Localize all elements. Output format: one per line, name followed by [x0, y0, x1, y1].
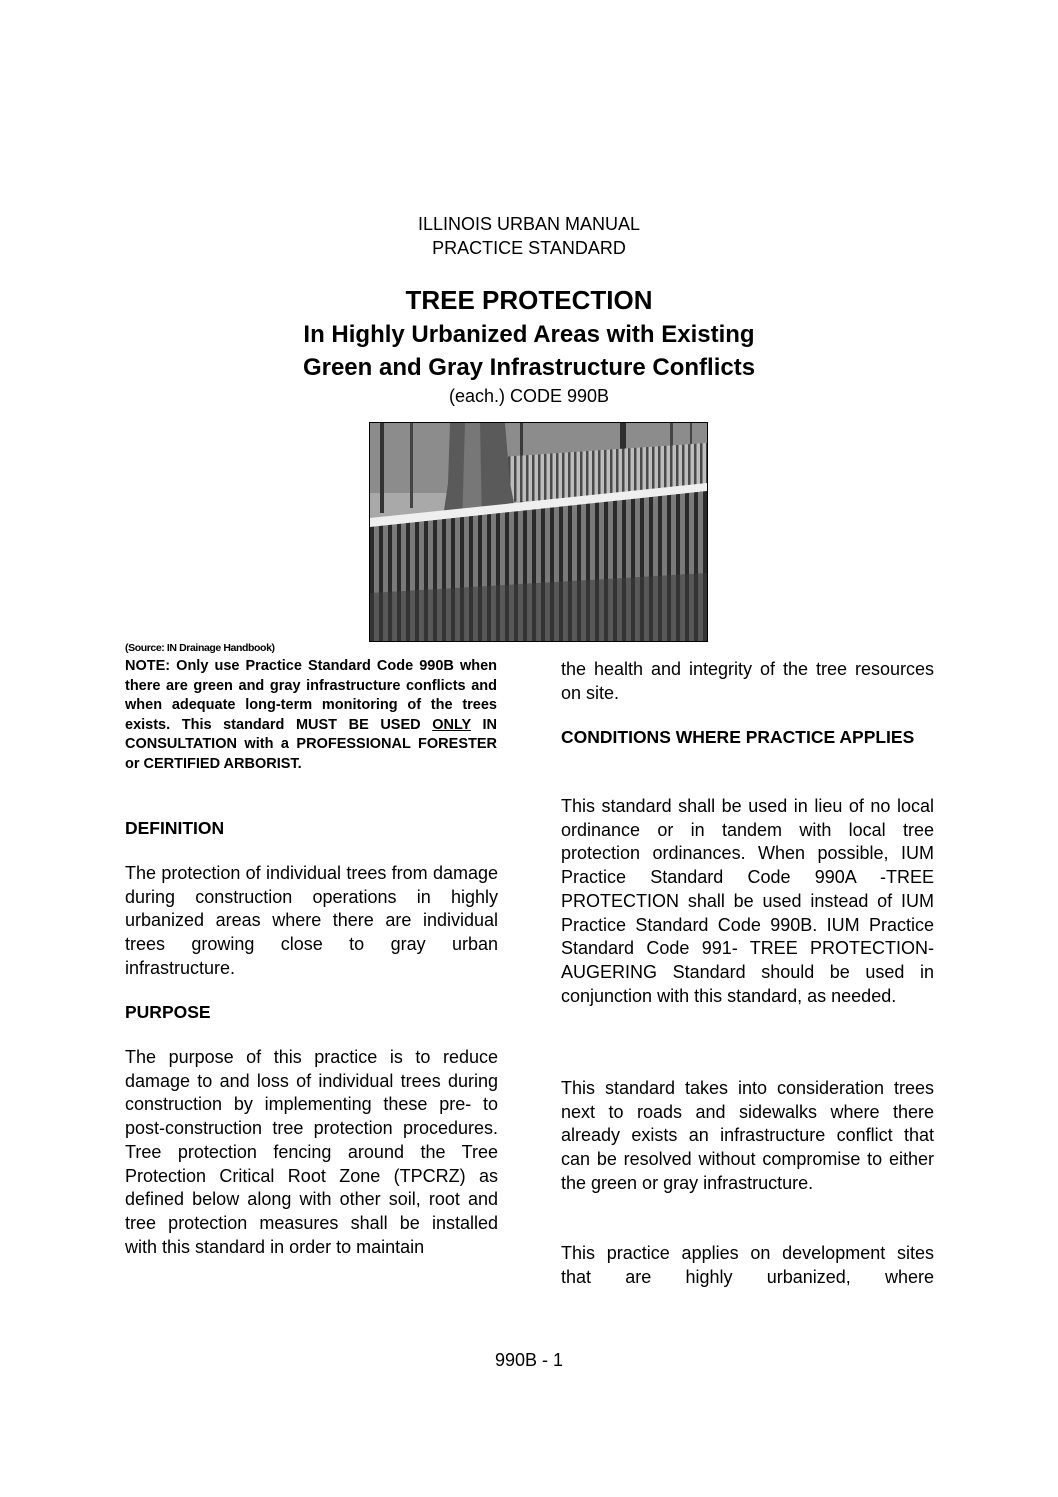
purpose-heading: PURPOSE [125, 1002, 211, 1022]
conditions-paragraph-2: This standard takes into consideration trees next to roads and sidewalks where there already exists an infrastructure conflict that can be resolved without compromise to either the green or gray infrastructure. [561, 1078, 934, 1193]
manual-title: ILLINOIS URBAN MANUAL [417, 214, 641, 234]
definition-heading: DEFINITION [125, 818, 225, 838]
note-label: NOTE: [125, 658, 171, 674]
page-number: 990B - 1 [494, 1350, 564, 1370]
note-only-emphasis: ONLY [432, 716, 471, 733]
note-box [125, 657, 497, 775]
conditions-paragraph-1: This standard shall be used in lieu of no local ordinance or in tandem with local tree protection ordinances. When possible, IUM Practice Standard Code 990A -TREE PROTECTION shall be used instead of IUM Practice Standard Code 990B. IUM Practice Standard Code 991- TREE PROTECTION-AUGERING Standard should be used in conjunction with this standard, as needed. [561, 796, 934, 1006]
page-subtitle-line-2: Green and Gray Infrastructure Conflicts [302, 354, 756, 381]
practice-code: (each.) CODE 990B [448, 386, 610, 406]
purpose-text: The purpose of this practice is to reduce damage to and loss of individual trees during construction by implementing these pre- to post-construction tree protection procedures. Tree protection fencing around the Tree Protection Critical Root Zone (TPCRZ) as defined below along with other soil, root and tree protection measures shall be installed with this standard in order to maintain [125, 1047, 498, 1257]
note-text-a: Only use Practice Standard Code 990B when there are green and gray infrastructure conflicts and when adequate long-term monitoring of the trees exists. This standard MUST BE USED [125, 658, 497, 733]
tree-protection-fence-photo [369, 422, 708, 642]
manual-subtitle: PRACTICE STANDARD [432, 238, 626, 258]
page-subtitle-line-1: In Highly Urbanized Areas with Existing [303, 321, 755, 348]
page-title: TREE PROTECTION [405, 285, 653, 315]
definition-text: The protection of individual trees from damage during construction operations in highly urbanized areas where there are individual trees growing close to gray urban infrastructure. [125, 863, 498, 978]
conditions-heading: CONDITIONS WHERE PRACTICE APPLIES [561, 727, 915, 747]
photo-source-caption: (Source: IN Drainage Handbook) [125, 642, 275, 654]
purpose-continuation: the health and integrity of the tree resources on site. [561, 659, 934, 703]
conditions-paragraph-3: This practice applies on development sites that are highly urbanized, where [561, 1243, 934, 1287]
note-text-b: IN CONSULTATION with a PROFESSIONAL FORESTER or CERTIFIED ARBORIST. [125, 716, 497, 772]
